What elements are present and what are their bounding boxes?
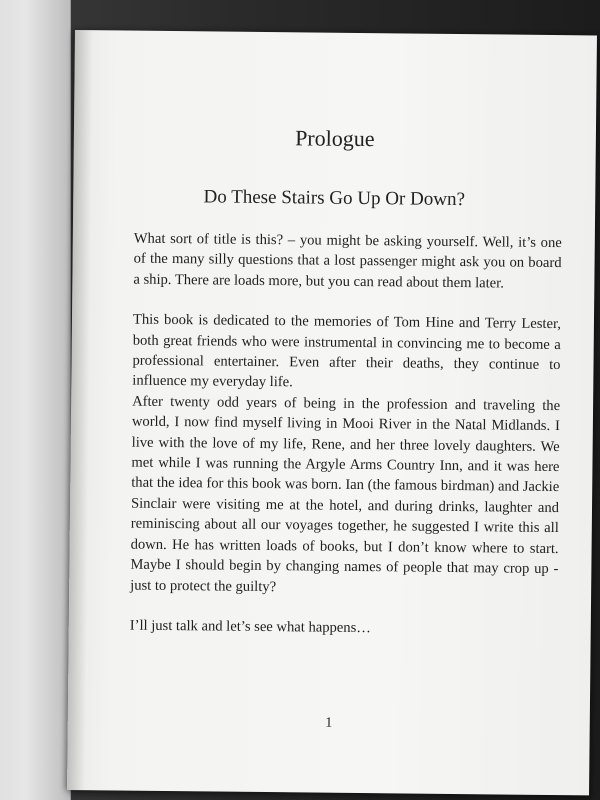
paragraph-story: After twenty odd years of being in the profession and traveling the world, I now find myself living in Mooi River in the Natal Midlands. I live with the love of my life, Rene, and her three lovely daughters. We met while I was running the Argyle Arms Country Inn, and it was here that the idea for this book was born. Ian (the famous birdman) and Jackie Sinclair were visiting me at the hotel, and during drinks, laughter and reminiscing about all our voyages together, he suggested I write this all down. He has written loads of books, but I don’t know where to start. Maybe I should begin by changing names of people that may crop up - just to protect the guilty? bbox=[130, 393, 561, 595]
paragraph-intro: What sort of title is this? – you might be asking yourself. Well, it’s one of the many silly questions that a lost passenger might ask you on board a ship. There are loads more, but you can read about them later. bbox=[133, 230, 562, 292]
paragraph-dedication: This book is dedicated to the memories of Tom Hine and Terry Lester, both great friends who were instrumental in convincing me to become a professional entertainer. Even after their deaths, they continue to influence my everyday life. bbox=[132, 311, 562, 391]
previous-page-edge bbox=[0, 0, 71, 800]
paragraph-closing: I’ll just talk and let’s see what happens… bbox=[129, 617, 371, 637]
page-number: 1 bbox=[325, 715, 333, 731]
chapter-title: Prologue bbox=[295, 125, 375, 152]
chapter-subtitle: Do These Stairs Go Up Or Down? bbox=[203, 186, 466, 211]
body-text bbox=[130, 229, 562, 641]
book-page bbox=[67, 30, 597, 795]
